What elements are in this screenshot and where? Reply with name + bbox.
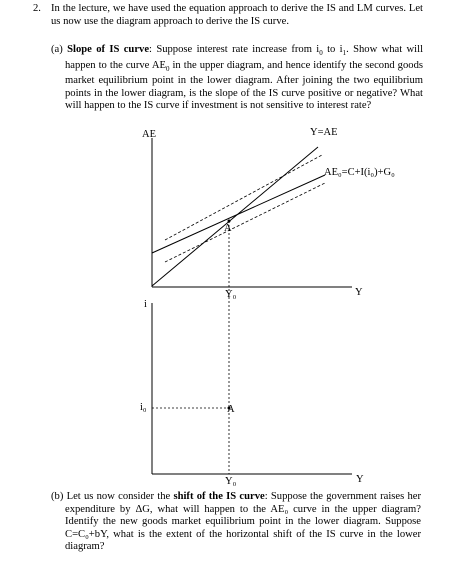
part-b-label: (b) bbox=[51, 491, 64, 502]
part-b-paragraph bbox=[51, 491, 421, 554]
question-intro-text: In the lecture, we have used the equation approach to derive the IS and LM curves. Let us now use the diagram approach to derive the IS curve. bbox=[51, 3, 423, 27]
line-45-degree bbox=[152, 147, 318, 286]
upper-point-a-label: A bbox=[224, 223, 232, 234]
ae0-curve-label: AE₀=C+I(i₀)+G₀ bbox=[324, 167, 395, 178]
part-a-text-4: in the upper diagram, and hence identify the second goods market equilibrium point in the lower diagram. After joining the two equilibrium points in the lower diagram, is the slope of the IS curve positive or negative? What will happen to the IS curve if investment is not sensitive to interest rate? bbox=[65, 59, 423, 112]
question-number: 2. bbox=[33, 3, 41, 14]
ae0-curve bbox=[152, 175, 325, 253]
part-a-text-1: : Suppose interest rate increase from i bbox=[149, 44, 320, 55]
lower-point-a-label: A bbox=[227, 404, 235, 415]
upper-45-line-label: Y=AE bbox=[310, 127, 338, 138]
dashed-line-upper bbox=[165, 155, 322, 240]
part-b-text-1: Let us now consider the bbox=[66, 491, 174, 502]
part-b-text-2: : Suppose the government raises her expenditure by ΔG, what will happen to the AE₀ curve in the upper diagram? Identify the new goods market equilibrium point in the lower diagram. Suppose C=C₀+bY, what is the extent of the horizontal shift of the IS curve in the lower diagram? bbox=[65, 491, 421, 552]
lower-diagram bbox=[140, 299, 364, 487]
lower-y-tick-i0: i₀ bbox=[140, 402, 147, 413]
part-a-sub-3: 0 bbox=[165, 64, 170, 73]
dashed-line-lower bbox=[165, 183, 325, 262]
part-a-heading: Slope of IS curve bbox=[67, 44, 150, 55]
upper-diagram bbox=[142, 127, 395, 300]
lower-x-axis-label: Y bbox=[356, 474, 364, 485]
lower-x-tick-y0: Y₀ bbox=[225, 476, 237, 487]
part-a-sub-2: 1 bbox=[342, 49, 347, 58]
part-a-label: (a) bbox=[51, 44, 63, 55]
part-b bbox=[51, 491, 421, 554]
part-a-sub-1: 0 bbox=[319, 49, 323, 58]
upper-x-tick-y0: Y₀ bbox=[225, 289, 237, 300]
part-b-heading: shift of the IS curve bbox=[173, 491, 265, 502]
part-a-text-3: . Show what will happen to the curve AE bbox=[65, 44, 424, 71]
part-a-text-2: to i bbox=[322, 44, 343, 55]
upper-x-axis-label: Y bbox=[355, 287, 363, 298]
upper-y-axis-label: AE bbox=[142, 129, 156, 140]
lower-y-axis-label: i bbox=[144, 299, 147, 310]
